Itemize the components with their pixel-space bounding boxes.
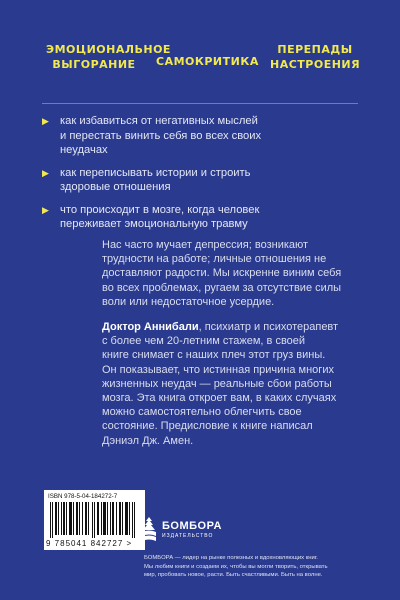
bullet-line: что происходит в мозге, когда человек bbox=[60, 203, 260, 216]
tag-burnout bbox=[46, 42, 171, 72]
triangle-right-icon: ▶ bbox=[42, 167, 49, 178]
text-line: жизненных неудач — реальные сбои работы bbox=[102, 377, 332, 390]
tag-line: НАСТРОЕНИЯ bbox=[270, 58, 361, 71]
top-tags bbox=[0, 34, 400, 82]
isbn-text: ISBN 978-5-04-184272-7 bbox=[48, 493, 118, 500]
divider bbox=[42, 103, 358, 104]
text-line bbox=[102, 320, 372, 334]
bullet-line: здоровые отношения bbox=[60, 181, 171, 193]
author-name: Доктор Аннибали bbox=[102, 321, 199, 333]
barcode-digits: 9 785041 842727 > bbox=[46, 539, 133, 548]
bullet-line: как избавиться от негативных мыслей bbox=[60, 115, 258, 127]
tag-mood-swings bbox=[270, 42, 360, 72]
publisher-logo bbox=[140, 512, 236, 552]
triangle-right-icon: ▶ bbox=[42, 204, 49, 215]
bullet-list bbox=[42, 114, 362, 240]
tag-line: ПЕРЕПАДЫ bbox=[277, 43, 353, 56]
text-line: можно самостоятельно облегчить свое bbox=[102, 406, 302, 419]
bombora-logo-icon bbox=[140, 516, 158, 542]
tag-line: ЭМОЦИОНАЛЬНОЕ bbox=[46, 43, 171, 56]
triangle-right-icon: ▶ bbox=[42, 116, 49, 126]
description-paragraph-2 bbox=[102, 320, 372, 448]
text-line: с более чем 20-летним стажем, в своей bbox=[102, 335, 306, 348]
text-line: состояние. Предисловие к книге написал bbox=[102, 420, 313, 433]
tag-line: ВЫГОРАНИЕ bbox=[52, 58, 136, 71]
bullet-item bbox=[42, 203, 362, 232]
author-desc: , психиатр и психотерапевт bbox=[198, 321, 339, 333]
text-line: Дэниэл Дж. Амен. bbox=[102, 434, 194, 447]
text-line: во всех проблемах, ругаем за отсутствие силы bbox=[102, 281, 342, 294]
bullet-line: переживает эмоциональную травму bbox=[60, 218, 248, 230]
description-paragraph-1 bbox=[102, 238, 372, 309]
bullet-line: как переписывать истории и строить bbox=[60, 166, 251, 179]
text-line: доставляют радости. Мы искренне виним себя bbox=[102, 267, 342, 280]
footer-line: мир, пробовать новое, расти. Быть счастливыми. Быть на волне. bbox=[144, 572, 323, 579]
barcode bbox=[44, 490, 145, 550]
footer-line: БОМБОРА — лидер на рынке полезных и вдохновляющих книг. bbox=[144, 555, 318, 561]
publisher-name: БОМБОРА bbox=[162, 520, 222, 532]
text-line: трудности на работе; личные отношения не bbox=[102, 253, 327, 266]
text-line: Он показывает, что истинная причина многих bbox=[102, 363, 334, 376]
barcode-bars bbox=[50, 502, 139, 538]
publisher-footer bbox=[144, 554, 394, 580]
footer-line: Мы любим книги и создаем их, чтобы вы могли творить, открывать bbox=[144, 563, 328, 570]
bullet-line: неудачах bbox=[60, 144, 108, 156]
bullet-item bbox=[42, 166, 362, 195]
text-line: Нас часто мучает депрессия; возникают bbox=[102, 239, 309, 251]
bullet-line: и перестать винить себя во всех своих bbox=[60, 129, 262, 142]
text-line: книге снимает с наших плеч этот груз вины. bbox=[102, 349, 326, 362]
tag-self-criticism bbox=[156, 54, 259, 69]
tag-line: САМОКРИТИКА bbox=[156, 55, 259, 68]
bullet-item bbox=[42, 114, 362, 158]
text-line: мозга. Эта книга откроет вам, в каких случаях bbox=[102, 392, 337, 405]
publisher-subtitle: ИЗДАТЕЛЬСТВО bbox=[162, 533, 214, 539]
text-line: воли или недостаточное усердие. bbox=[102, 295, 275, 308]
